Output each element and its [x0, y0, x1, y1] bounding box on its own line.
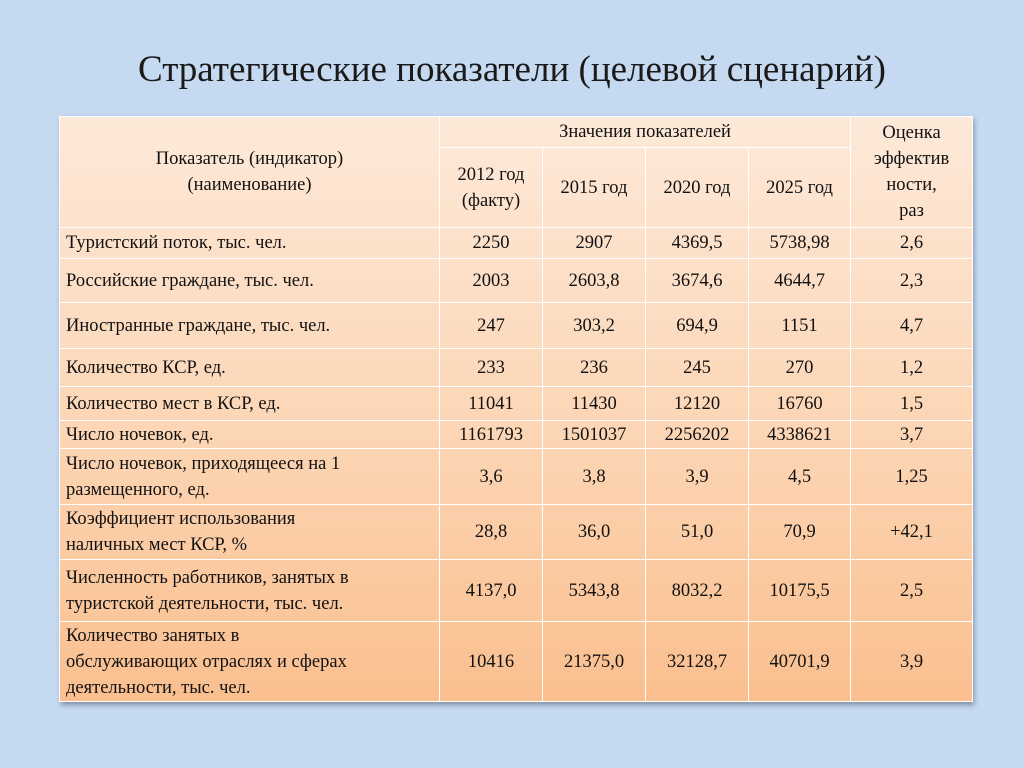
- header-efficiency-line1: Оценка: [882, 123, 941, 143]
- indicator-name-line: размещенного, ед.: [66, 479, 210, 500]
- value-2025-cell: 40701,9: [749, 622, 851, 702]
- header-indicator: [60, 117, 440, 228]
- value-2025-cell: 10175,5: [749, 560, 851, 622]
- efficiency-cell: +42,1: [851, 505, 973, 560]
- value-2015-cell: 36,0: [543, 505, 646, 560]
- efficiency-cell: 1,25: [851, 449, 973, 505]
- indicator-name-cell: [60, 560, 440, 622]
- header-indicator-line2: (наименование): [187, 175, 312, 195]
- value-2020-cell: 12120: [646, 387, 749, 421]
- header-efficiency-line3: ности,: [886, 175, 937, 195]
- slide-title: Стратегические показатели (целевой сценарий): [138, 49, 886, 90]
- table-row: [60, 349, 973, 387]
- header-2020: 2020 год: [646, 148, 749, 228]
- value-2015-cell: 1501037: [543, 421, 646, 449]
- indicator-name-line: туристской деятельности, тыс. чел.: [66, 593, 344, 614]
- value-2015-cell: 303,2: [543, 303, 646, 349]
- header-values-group: Значения показателей: [440, 117, 851, 148]
- table-row: [60, 449, 973, 505]
- indicator-name-line: Туристский поток, тыс. чел.: [66, 233, 287, 253]
- indicator-name-cell: [60, 622, 440, 702]
- value-2025-cell: 5738,98: [749, 228, 851, 259]
- value-2025-cell: 1151: [749, 303, 851, 349]
- indicator-name-cell: [60, 387, 440, 421]
- value-2020-cell: 3,9: [646, 449, 749, 505]
- header-efficiency: [851, 117, 973, 228]
- header-2012: [440, 148, 543, 228]
- value-2025-cell: 4338621: [749, 421, 851, 449]
- indicator-name-line: Количество занятых в: [66, 625, 240, 646]
- header-2025: 2025 год: [749, 148, 851, 228]
- indicator-name-cell: [60, 421, 440, 449]
- value-2020-cell: 32128,7: [646, 622, 749, 702]
- efficiency-cell: 3,7: [851, 421, 973, 449]
- value-2025-cell: 4644,7: [749, 259, 851, 303]
- indicator-name-cell: [60, 303, 440, 349]
- header-2012-line1: 2012 год: [457, 164, 525, 185]
- efficiency-cell: 2,5: [851, 560, 973, 622]
- indicator-name-line: Количество мест в КСР, ед.: [66, 393, 281, 414]
- table-row: [60, 303, 973, 349]
- value-2020-cell: 2256202: [646, 421, 749, 449]
- indicator-name-line: обслуживающих отраслях и сферах: [66, 651, 347, 672]
- value-2020-cell: 8032,2: [646, 560, 749, 622]
- efficiency-cell: 2,6: [851, 228, 973, 259]
- indicator-name-line: Иностранные граждане, тыс. чел.: [66, 315, 331, 336]
- value-2012-cell: 4137,0: [440, 560, 543, 622]
- table-row: [60, 228, 973, 259]
- value-2015-cell: 2907: [543, 228, 646, 259]
- table-row: [60, 259, 973, 303]
- value-2012-cell: 28,8: [440, 505, 543, 560]
- efficiency-cell: 1,5: [851, 387, 973, 421]
- indicators-table-container: [59, 116, 972, 702]
- value-2025-cell: 16760: [749, 387, 851, 421]
- value-2025-cell: 270: [749, 349, 851, 387]
- indicator-name-cell: [60, 228, 440, 259]
- indicator-name-cell: [60, 449, 440, 505]
- header-2012-line2: (факту): [461, 190, 521, 211]
- header-efficiency-line2: эффектив: [873, 149, 950, 169]
- value-2020-cell: 51,0: [646, 505, 749, 560]
- value-2015-cell: 3,8: [543, 449, 646, 505]
- efficiency-cell: 3,9: [851, 622, 973, 702]
- value-2012-cell: 1161793: [440, 421, 543, 449]
- indicator-name-line: Коэффициент использования: [66, 509, 296, 529]
- indicator-name-cell: [60, 505, 440, 560]
- value-2012-cell: 10416: [440, 622, 543, 702]
- value-2012-cell: 2250: [440, 228, 543, 259]
- indicator-name-line: Число ночевок, приходящееся на 1: [66, 453, 341, 474]
- table-row: [60, 387, 973, 421]
- value-2020-cell: 694,9: [646, 303, 749, 349]
- header-efficiency-line4: раз: [899, 201, 924, 221]
- table-row: [60, 421, 973, 449]
- value-2025-cell: 70,9: [749, 505, 851, 560]
- value-2020-cell: 3674,6: [646, 259, 749, 303]
- indicator-name-line: Число ночевок, ед.: [66, 424, 214, 445]
- value-2015-cell: 236: [543, 349, 646, 387]
- indicator-name-cell: [60, 349, 440, 387]
- header-indicator-line1: Показатель (индикатор): [155, 149, 344, 169]
- value-2012-cell: 247: [440, 303, 543, 349]
- indicator-name-line: Количество КСР, ед.: [66, 357, 226, 378]
- value-2015-cell: 11430: [543, 387, 646, 421]
- value-2012-cell: 3,6: [440, 449, 543, 505]
- value-2015-cell: 21375,0: [543, 622, 646, 702]
- table-body: [60, 228, 973, 702]
- value-2025-cell: 4,5: [749, 449, 851, 505]
- header-2015: 2015 год: [543, 148, 646, 228]
- indicator-name-line: наличных мест КСР, %: [66, 535, 248, 555]
- value-2012-cell: 2003: [440, 259, 543, 303]
- efficiency-cell: 4,7: [851, 303, 973, 349]
- value-2012-cell: 11041: [440, 387, 543, 421]
- value-2020-cell: 245: [646, 349, 749, 387]
- table-row: [60, 560, 973, 622]
- table-row: [60, 622, 973, 702]
- indicator-name-line: Численность работников, занятых в: [66, 567, 349, 588]
- value-2015-cell: 5343,8: [543, 560, 646, 622]
- indicator-name-cell: [60, 259, 440, 303]
- efficiency-cell: 2,3: [851, 259, 973, 303]
- efficiency-cell: 1,2: [851, 349, 973, 387]
- indicator-name-line: деятельности, тыс. чел.: [66, 677, 251, 698]
- value-2015-cell: 2603,8: [543, 259, 646, 303]
- indicator-name-line: Российские граждане, тыс. чел.: [66, 270, 314, 291]
- value-2020-cell: 4369,5: [646, 228, 749, 259]
- value-2012-cell: 233: [440, 349, 543, 387]
- indicators-table: [59, 116, 973, 702]
- table-row: [60, 505, 973, 560]
